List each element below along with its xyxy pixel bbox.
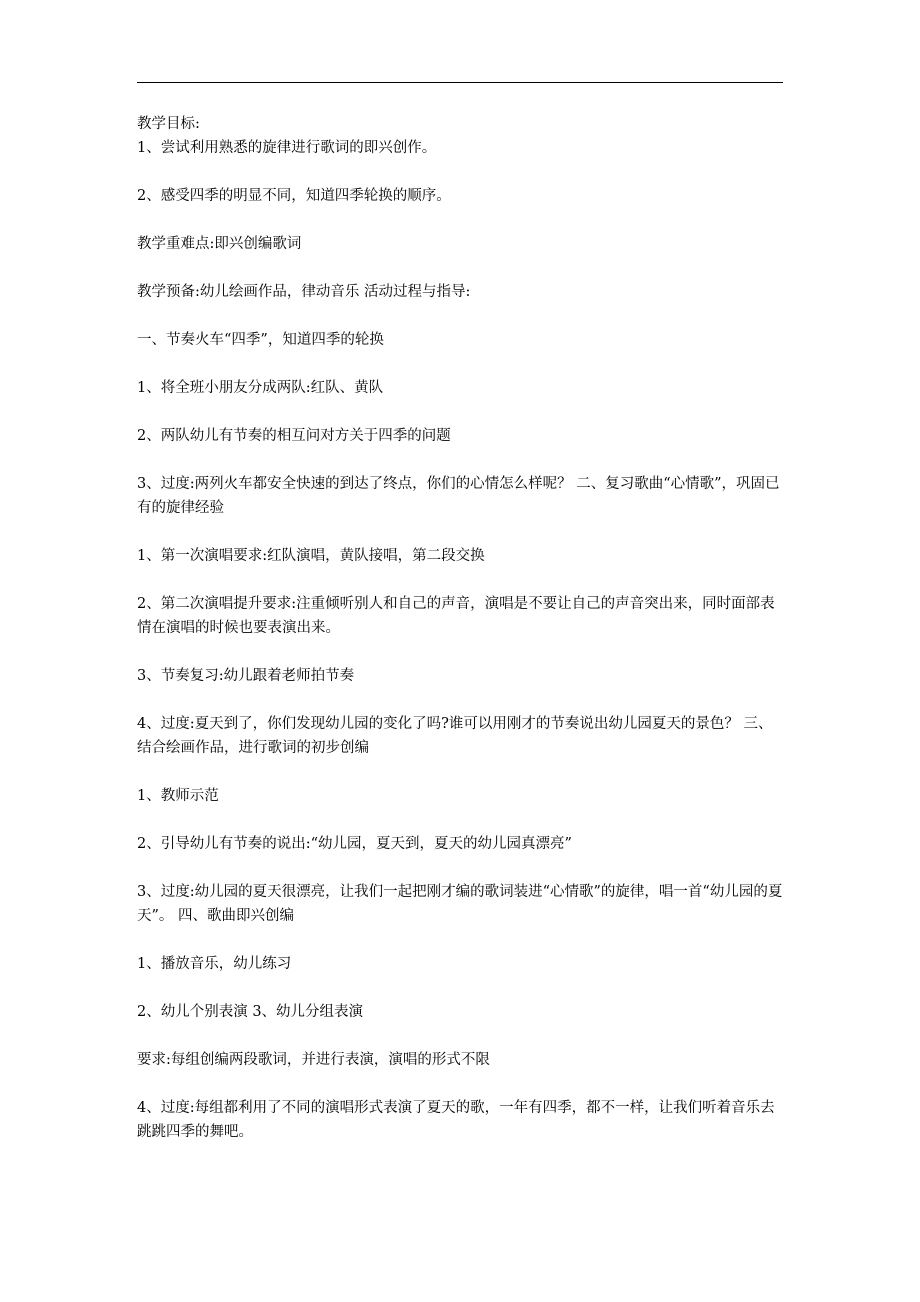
paragraph: 教学预备:幼儿绘画作品，律动音乐 活动过程与指导: xyxy=(137,284,471,300)
paragraph: 2、幼儿个别表演 3、幼儿分组表演 xyxy=(137,1004,364,1020)
paragraph: 4、过度:夏天到了，你们发现幼儿园的变化了吗?谁可以用刚才的节奏说出幼儿园夏天的景色？ 三、结合绘画作品，进行歌词的初步创编 xyxy=(137,716,773,756)
paragraph: 1、播放音乐，幼儿练习 xyxy=(137,956,292,972)
section-heading-objectives: 教学目标: xyxy=(137,116,200,132)
document-body xyxy=(137,112,785,1144)
paragraph: 教学重难点:即兴创编歌词 xyxy=(137,236,302,252)
header-rule xyxy=(137,82,783,83)
paragraph: 2、两队幼儿有节奏的相互问对方关于四季的问题 xyxy=(137,428,451,444)
paragraph: 3、过度:幼儿园的夏天很漂亮，让我们一起把刚才编的歌词装进“心情歌”的旋律，唱一首“幼儿园的夏天”。 四、歌曲即兴创编 xyxy=(137,884,783,924)
paragraph: 2、第二次演唱提升要求:注重倾听别人和自己的声音，演唱是不要让自己的声音突出来，同时面部表情在演唱的时候也要表演出来。 xyxy=(137,596,775,636)
paragraph: 2、感受四季的明显不同，知道四季轮换的顺序。 xyxy=(137,188,451,204)
paragraph: 3、节奏复习:幼儿跟着老师拍节奏 xyxy=(137,668,355,684)
paragraph: 4、过度:每组都利用了不同的演唱形式表演了夏天的歌，一年有四季，都不一样，让我们听着音乐去跳跳四季的舞吧。 xyxy=(137,1100,775,1140)
paragraph: 1、教师示范 xyxy=(137,788,219,804)
paragraph: 1、第一次演唱要求:红队演唱，黄队接唱，第二段交换 xyxy=(137,548,485,564)
paragraph: 1、尝试利用熟悉的旋律进行歌词的即兴创作。 xyxy=(137,140,437,156)
paragraph: 3、过度:两列火车都安全快速的到达了终点，你们的心情怎么样呢？ 二、复习歌曲“心情歌”，巩固已有的旋律经验 xyxy=(137,476,780,516)
paragraph: 1、将全班小朋友分成两队:红队、黄队 xyxy=(137,380,384,396)
paragraph: 要求:每组创编两段歌词，并进行表演，演唱的形式不限 xyxy=(137,1052,490,1068)
paragraph: 2、引导幼儿有节奏的说出:“幼儿园，夏天到，夏天的幼儿园真漂亮” xyxy=(137,836,572,852)
section-heading: 一、节奏火车“四季”，知道四季的轮换 xyxy=(137,332,384,348)
